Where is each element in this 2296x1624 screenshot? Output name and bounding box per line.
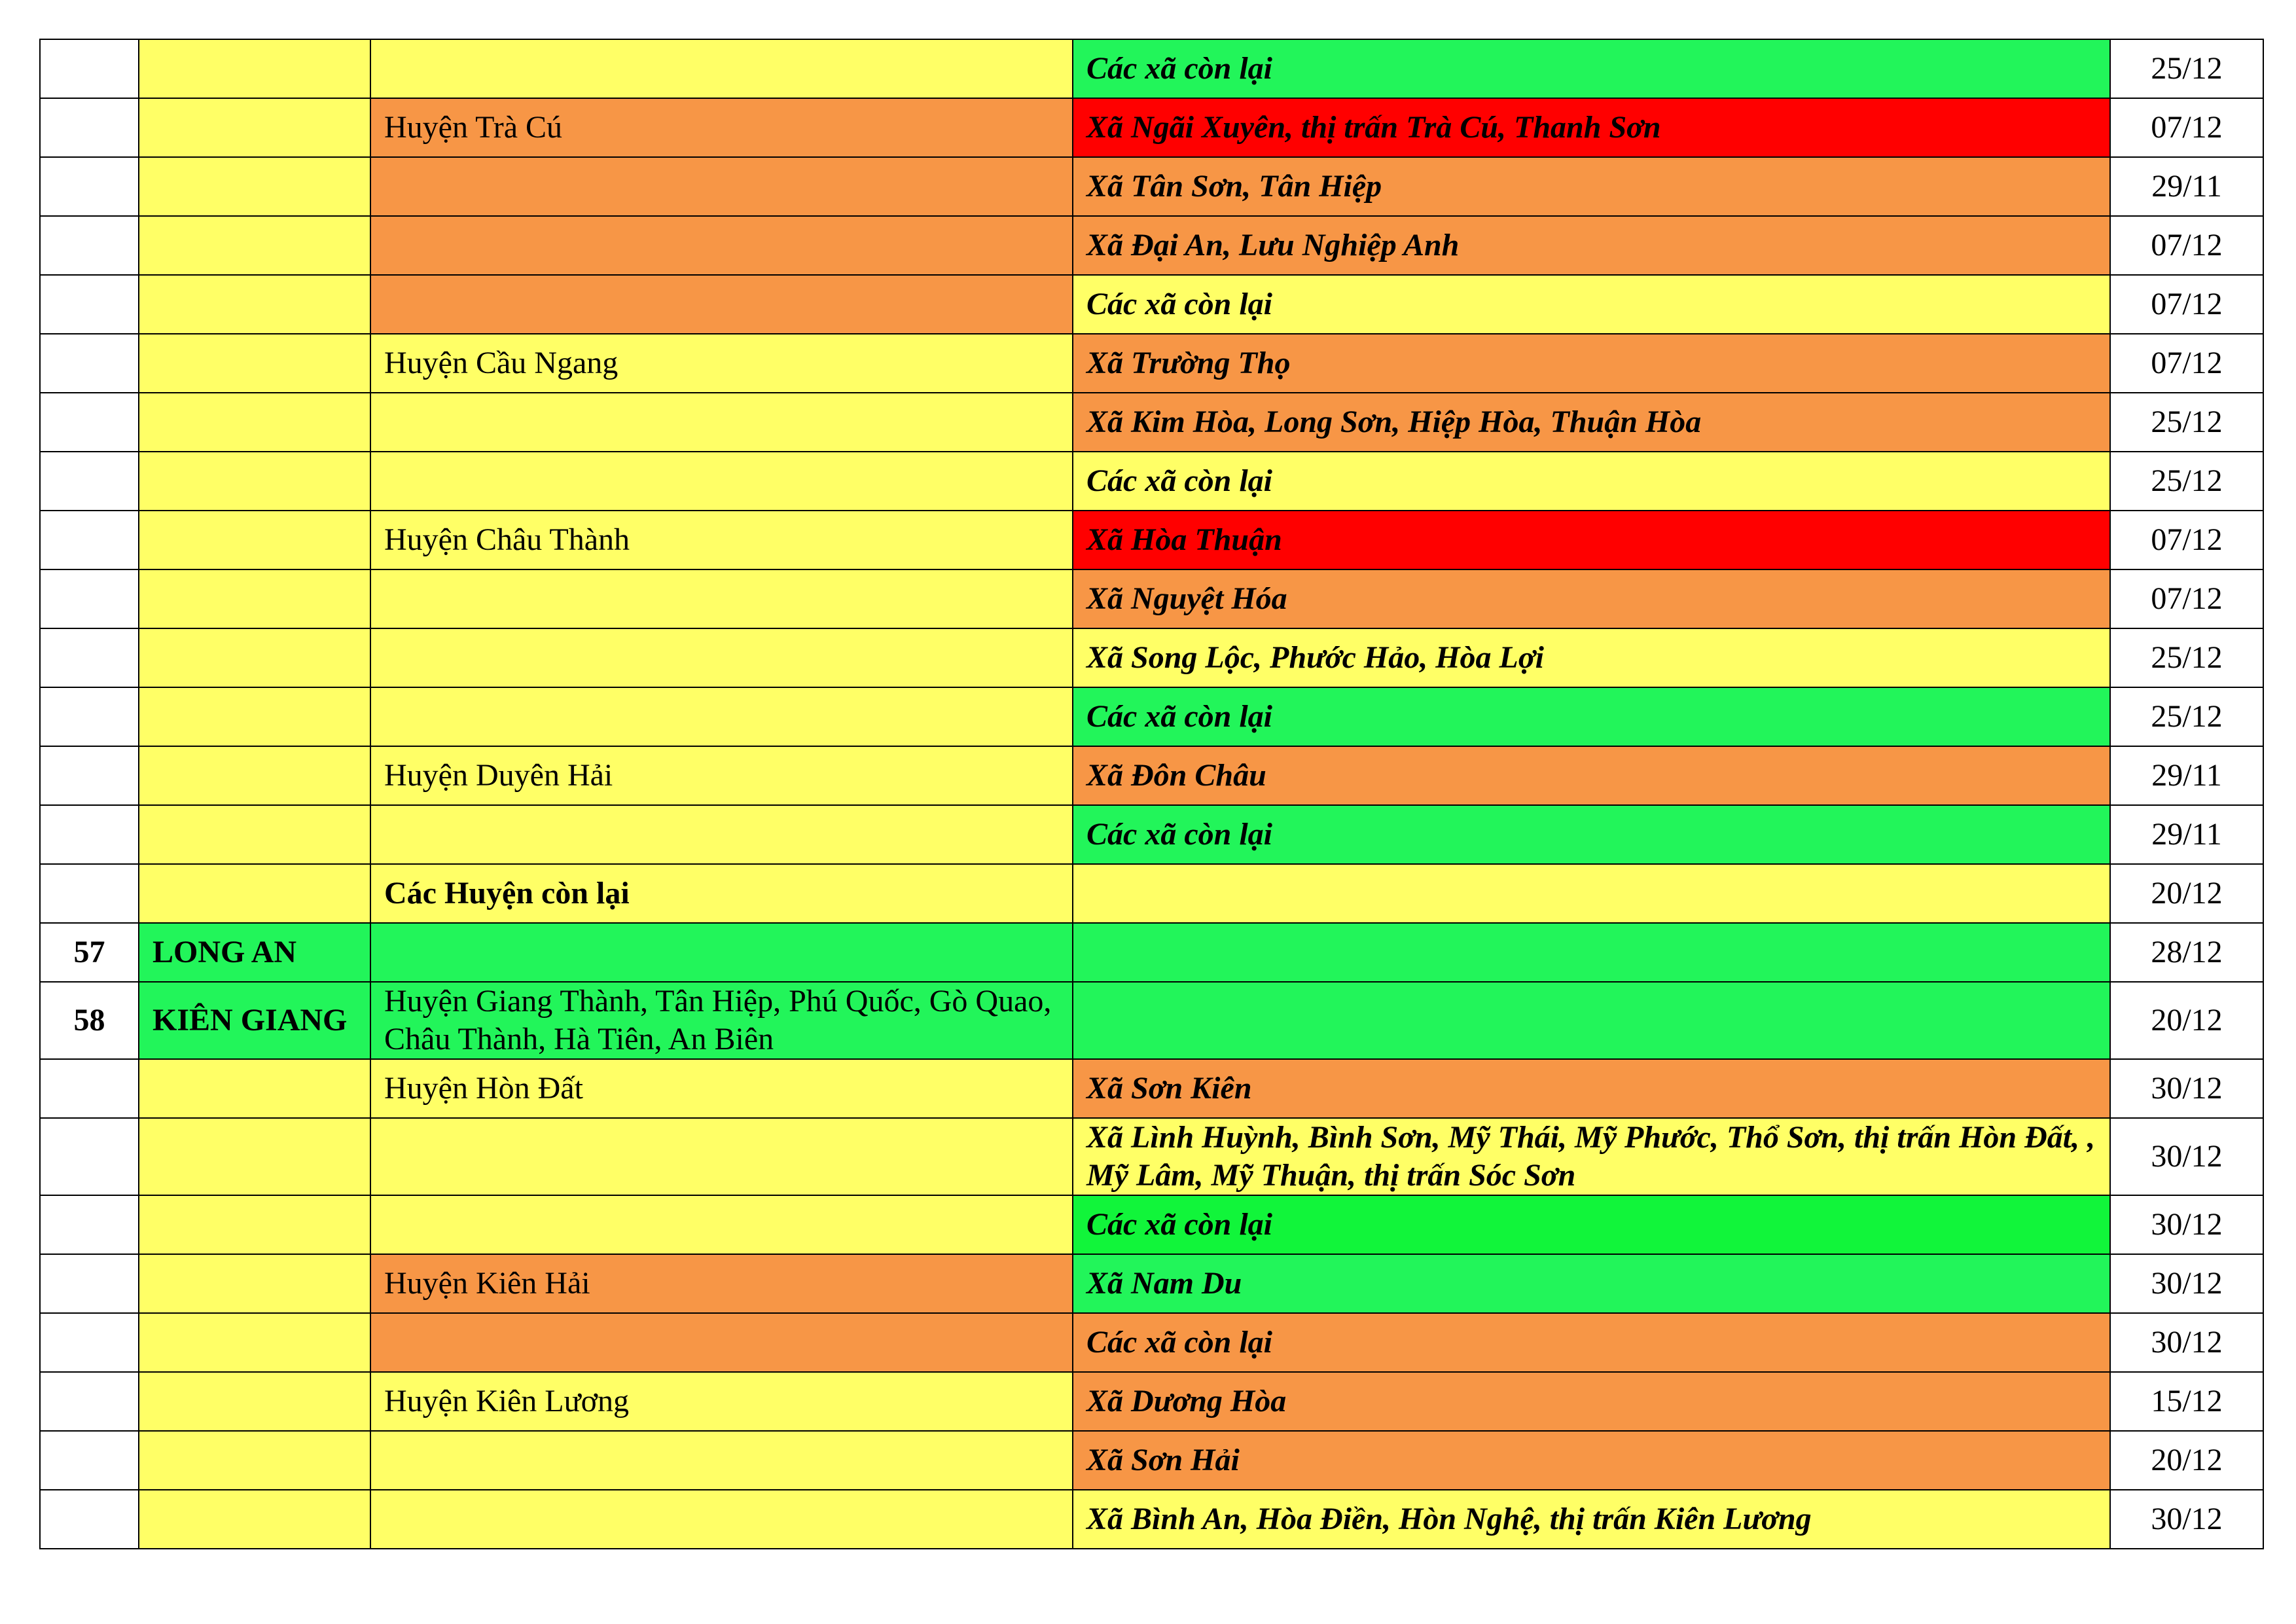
date-cell: 30/12 bbox=[2110, 1118, 2263, 1195]
table-row bbox=[40, 687, 2263, 746]
date-cell: 20/12 bbox=[2110, 864, 2263, 923]
table-row bbox=[40, 805, 2263, 864]
commune-cell: Xã Nguyệt Hóa bbox=[1073, 569, 2110, 628]
province-cell bbox=[139, 157, 370, 216]
district-cell bbox=[370, 452, 1073, 511]
table-row bbox=[40, 511, 2263, 569]
commune-cell: Các xã còn lại bbox=[1073, 275, 2110, 334]
commune-cell: Xã Sơn Hải bbox=[1073, 1431, 2110, 1490]
district-cell: Huyện Châu Thành bbox=[370, 511, 1073, 569]
row-number-cell bbox=[40, 39, 139, 98]
commune-cell: Xã Trường Thọ bbox=[1073, 334, 2110, 393]
row-number-cell: 57 bbox=[40, 923, 139, 982]
commune-cell: Xã Tân Sơn, Tân Hiệp bbox=[1073, 157, 2110, 216]
row-number-cell bbox=[40, 805, 139, 864]
province-cell bbox=[139, 1490, 370, 1549]
row-number-cell bbox=[40, 393, 139, 452]
table-row bbox=[40, 393, 2263, 452]
table-row bbox=[40, 334, 2263, 393]
district-cell bbox=[370, 1431, 1073, 1490]
date-cell: 07/12 bbox=[2110, 98, 2263, 157]
province-cell bbox=[139, 746, 370, 805]
row-number-cell bbox=[40, 216, 139, 275]
district-cell bbox=[370, 157, 1073, 216]
province-cell bbox=[139, 687, 370, 746]
row-number-cell bbox=[40, 334, 139, 393]
row-number-cell bbox=[40, 1313, 139, 1372]
date-cell: 20/12 bbox=[2110, 982, 2263, 1059]
commune-cell bbox=[1073, 982, 2110, 1059]
table-row bbox=[40, 628, 2263, 687]
row-number-cell bbox=[40, 1059, 139, 1118]
district-cell bbox=[370, 628, 1073, 687]
district-cell: Huyện Hòn Đất bbox=[370, 1059, 1073, 1118]
table-row bbox=[40, 746, 2263, 805]
province-cell bbox=[139, 334, 370, 393]
district-cell bbox=[370, 1118, 1073, 1195]
commune-cell: Các xã còn lại bbox=[1073, 805, 2110, 864]
province-cell bbox=[139, 805, 370, 864]
district-cell bbox=[370, 805, 1073, 864]
commune-cell: Xã Đôn Châu bbox=[1073, 746, 2110, 805]
date-cell: 07/12 bbox=[2110, 275, 2263, 334]
district-cell: Huyện Trà Cú bbox=[370, 98, 1073, 157]
commune-cell: Xã Lình Huỳnh, Bình Sơn, Mỹ Thái, Mỹ Phước, Thổ Sơn, thị trấn Hòn Đất, , Mỹ Lâm, Mỹ Thuận, thị trấn Sóc Sơn bbox=[1073, 1118, 2110, 1195]
table-row bbox=[40, 982, 2263, 1059]
province-cell: KIÊN GIANG bbox=[139, 982, 370, 1059]
commune-cell: Các xã còn lại bbox=[1073, 687, 2110, 746]
province-cell bbox=[139, 864, 370, 923]
row-number-cell bbox=[40, 1195, 139, 1254]
table-row bbox=[40, 98, 2263, 157]
province-cell bbox=[139, 1313, 370, 1372]
date-cell: 07/12 bbox=[2110, 511, 2263, 569]
commune-cell: Các xã còn lại bbox=[1073, 452, 2110, 511]
commune-cell: Xã Bình An, Hòa Điền, Hòn Nghệ, thị trấn Kiên Lương bbox=[1073, 1490, 2110, 1549]
row-number-cell bbox=[40, 1372, 139, 1431]
table-row bbox=[40, 1431, 2263, 1490]
district-cell bbox=[370, 687, 1073, 746]
date-cell: 07/12 bbox=[2110, 216, 2263, 275]
district-cell bbox=[370, 275, 1073, 334]
date-cell: 25/12 bbox=[2110, 452, 2263, 511]
district-cell bbox=[370, 39, 1073, 98]
date-cell: 25/12 bbox=[2110, 628, 2263, 687]
province-cell bbox=[139, 569, 370, 628]
row-number-cell bbox=[40, 452, 139, 511]
date-cell: 25/12 bbox=[2110, 393, 2263, 452]
table-row bbox=[40, 452, 2263, 511]
district-cell bbox=[370, 1313, 1073, 1372]
province-cell bbox=[139, 1118, 370, 1195]
table-row bbox=[40, 1059, 2263, 1118]
district-cell: Huyện Giang Thành, Tân Hiệp, Phú Quốc, Gò Quao, Châu Thành, Hà Tiên, An Biên bbox=[370, 982, 1073, 1059]
province-cell bbox=[139, 39, 370, 98]
row-number-cell bbox=[40, 275, 139, 334]
date-cell: 30/12 bbox=[2110, 1059, 2263, 1118]
district-cell: Huyện Kiên Lương bbox=[370, 1372, 1073, 1431]
row-number-cell bbox=[40, 157, 139, 216]
province-cell bbox=[139, 275, 370, 334]
province-cell bbox=[139, 1431, 370, 1490]
date-cell: 28/12 bbox=[2110, 923, 2263, 982]
district-cell bbox=[370, 569, 1073, 628]
date-cell: 07/12 bbox=[2110, 334, 2263, 393]
district-cell: Huyện Duyên Hải bbox=[370, 746, 1073, 805]
table-row bbox=[40, 864, 2263, 923]
commune-cell: Các xã còn lại bbox=[1073, 1313, 2110, 1372]
date-cell: 25/12 bbox=[2110, 39, 2263, 98]
row-number-cell: 58 bbox=[40, 982, 139, 1059]
row-number-cell bbox=[40, 98, 139, 157]
table-row bbox=[40, 923, 2263, 982]
table-row bbox=[40, 275, 2263, 334]
table-row bbox=[40, 1254, 2263, 1313]
commune-cell: Xã Đại An, Lưu Nghiệp Anh bbox=[1073, 216, 2110, 275]
table-row bbox=[40, 1490, 2263, 1549]
table-row bbox=[40, 569, 2263, 628]
date-cell: 25/12 bbox=[2110, 687, 2263, 746]
table-row bbox=[40, 39, 2263, 98]
table-row bbox=[40, 157, 2263, 216]
commune-cell: Các xã còn lại bbox=[1073, 39, 2110, 98]
district-cell: Huyện Cầu Ngang bbox=[370, 334, 1073, 393]
row-number-cell bbox=[40, 628, 139, 687]
district-cell bbox=[370, 393, 1073, 452]
row-number-cell bbox=[40, 1431, 139, 1490]
province-cell bbox=[139, 393, 370, 452]
commune-cell: Xã Song Lộc, Phước Hảo, Hòa Lợi bbox=[1073, 628, 2110, 687]
district-cell bbox=[370, 923, 1073, 982]
date-cell: 30/12 bbox=[2110, 1254, 2263, 1313]
date-cell: 07/12 bbox=[2110, 569, 2263, 628]
row-number-cell bbox=[40, 511, 139, 569]
commune-cell bbox=[1073, 864, 2110, 923]
district-cell: Các Huyện còn lại bbox=[370, 864, 1073, 923]
document-page bbox=[39, 39, 2263, 1549]
commune-cell: Xã Sơn Kiên bbox=[1073, 1059, 2110, 1118]
row-number-cell bbox=[40, 687, 139, 746]
table-row bbox=[40, 1313, 2263, 1372]
district-cell bbox=[370, 1490, 1073, 1549]
commune-cell: Xã Nam Du bbox=[1073, 1254, 2110, 1313]
table-row bbox=[40, 1195, 2263, 1254]
row-number-cell bbox=[40, 1254, 139, 1313]
row-number-cell bbox=[40, 746, 139, 805]
commune-cell bbox=[1073, 923, 2110, 982]
district-cell bbox=[370, 216, 1073, 275]
province-cell bbox=[139, 628, 370, 687]
date-cell: 29/11 bbox=[2110, 805, 2263, 864]
date-cell: 30/12 bbox=[2110, 1490, 2263, 1549]
province-cell bbox=[139, 511, 370, 569]
row-number-cell bbox=[40, 864, 139, 923]
row-number-cell bbox=[40, 569, 139, 628]
date-cell: 30/12 bbox=[2110, 1195, 2263, 1254]
row-number-cell bbox=[40, 1118, 139, 1195]
date-cell: 29/11 bbox=[2110, 746, 2263, 805]
province-cell bbox=[139, 1195, 370, 1254]
commune-cell: Các xã còn lại bbox=[1073, 1195, 2110, 1254]
province-cell bbox=[139, 1372, 370, 1431]
date-cell: 20/12 bbox=[2110, 1431, 2263, 1490]
schedule-table bbox=[39, 39, 2264, 1549]
commune-cell: Xã Hòa Thuận bbox=[1073, 511, 2110, 569]
date-cell: 30/12 bbox=[2110, 1313, 2263, 1372]
province-cell bbox=[139, 1254, 370, 1313]
table-row bbox=[40, 1372, 2263, 1431]
province-cell bbox=[139, 216, 370, 275]
date-cell: 29/11 bbox=[2110, 157, 2263, 216]
table-row bbox=[40, 216, 2263, 275]
province-cell: LONG AN bbox=[139, 923, 370, 982]
district-cell bbox=[370, 1195, 1073, 1254]
province-cell bbox=[139, 1059, 370, 1118]
commune-cell: Xã Kim Hòa, Long Sơn, Hiệp Hòa, Thuận Hòa bbox=[1073, 393, 2110, 452]
commune-cell: Xã Ngãi Xuyên, thị trấn Trà Cú, Thanh Sơn bbox=[1073, 98, 2110, 157]
commune-cell: Xã Dương Hòa bbox=[1073, 1372, 2110, 1431]
district-cell: Huyện Kiên Hải bbox=[370, 1254, 1073, 1313]
date-cell: 15/12 bbox=[2110, 1372, 2263, 1431]
province-cell bbox=[139, 452, 370, 511]
province-cell bbox=[139, 98, 370, 157]
table-row bbox=[40, 1118, 2263, 1195]
row-number-cell bbox=[40, 1490, 139, 1549]
